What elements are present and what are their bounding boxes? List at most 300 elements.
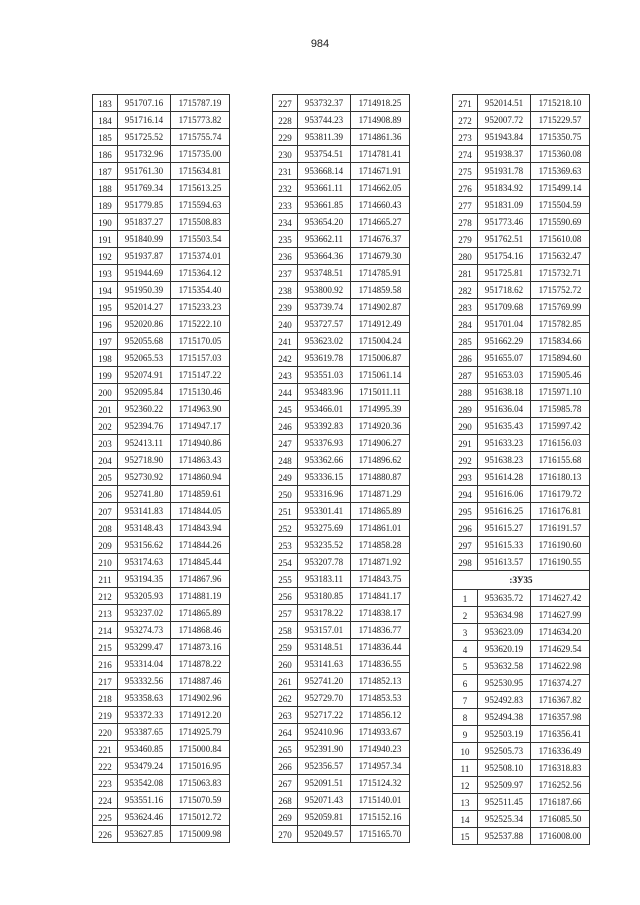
y-coordinate-cell: 1715985.78 [531, 401, 590, 418]
point-number-cell: 295 [453, 503, 478, 520]
table-row [93, 214, 230, 231]
x-coordinate-cell: 953479.24 [118, 758, 171, 775]
x-coordinate-cell: 953148.43 [118, 520, 171, 537]
y-coordinate-cell: 1715130.46 [171, 384, 230, 401]
x-coordinate-cell: 953301.41 [298, 503, 351, 520]
point-number-cell: 233 [273, 197, 298, 214]
x-coordinate-cell: 952492.83 [478, 692, 531, 709]
table-row [273, 571, 410, 588]
y-coordinate-cell: 1714836.44 [351, 639, 410, 656]
point-number-cell: 206 [93, 486, 118, 503]
table-row [273, 418, 410, 435]
table-row [273, 180, 410, 197]
table-row [453, 350, 590, 367]
table-row [273, 197, 410, 214]
table-row [453, 828, 590, 845]
point-number-cell: 211 [93, 571, 118, 588]
point-number-cell: 292 [453, 452, 478, 469]
table-row [93, 469, 230, 486]
point-number-cell: 264 [273, 724, 298, 741]
table-row [273, 95, 410, 112]
y-coordinate-cell: 1714908.89 [351, 112, 410, 129]
point-number-cell: 1 [453, 590, 478, 607]
point-number-cell: 225 [93, 809, 118, 826]
point-number-cell: 243 [273, 367, 298, 384]
point-number-cell: 257 [273, 605, 298, 622]
y-coordinate-cell: 1715063.83 [171, 775, 230, 792]
point-number-cell: 183 [93, 95, 118, 112]
y-coordinate-cell: 1714906.27 [351, 435, 410, 452]
point-number-cell: 255 [273, 571, 298, 588]
y-coordinate-cell: 1716179.72 [531, 486, 590, 503]
point-number-cell: 267 [273, 775, 298, 792]
x-coordinate-cell: 953376.93 [298, 435, 351, 452]
x-coordinate-cell: 951701.04 [478, 316, 531, 333]
table-row [453, 452, 590, 469]
x-coordinate-cell: 952413.11 [118, 435, 171, 452]
table-row [93, 197, 230, 214]
x-coordinate-cell: 951779.85 [118, 197, 171, 214]
table-row [273, 163, 410, 180]
point-number-cell: 2 [453, 607, 478, 624]
y-coordinate-cell: 1714878.22 [171, 656, 230, 673]
y-coordinate-cell: 1715152.16 [351, 809, 410, 826]
table-row [453, 163, 590, 180]
point-number-cell: 252 [273, 520, 298, 537]
point-number-cell: 185 [93, 129, 118, 146]
table-row [273, 350, 410, 367]
table-row [453, 726, 590, 743]
table-row [453, 112, 590, 129]
y-coordinate-cell: 1714676.37 [351, 231, 410, 248]
x-coordinate-cell: 953662.11 [298, 231, 351, 248]
table-row [453, 590, 590, 607]
y-coordinate-cell: 1714662.05 [351, 180, 410, 197]
y-coordinate-cell: 1715140.01 [351, 792, 410, 809]
x-coordinate-cell: 953551.03 [298, 367, 351, 384]
table-row [453, 265, 590, 282]
table-row [93, 299, 230, 316]
x-coordinate-cell: 953275.69 [298, 520, 351, 537]
point-number-cell: 254 [273, 554, 298, 571]
table-row [93, 690, 230, 707]
point-number-cell: 273 [453, 129, 478, 146]
x-coordinate-cell: 953141.83 [118, 503, 171, 520]
y-coordinate-cell: 1716191.57 [531, 520, 590, 537]
point-number-cell: 208 [93, 520, 118, 537]
x-coordinate-cell: 952530.95 [478, 675, 531, 692]
table-row [93, 758, 230, 775]
table-row [453, 794, 590, 811]
x-coordinate-cell: 951616.25 [478, 503, 531, 520]
y-coordinate-cell: 1715012.72 [171, 809, 230, 826]
table-row [93, 146, 230, 163]
y-coordinate-cell: 1714660.43 [351, 197, 410, 214]
x-coordinate-cell: 953174.63 [118, 554, 171, 571]
x-coordinate-cell: 952074.91 [118, 367, 171, 384]
table-row [453, 503, 590, 520]
y-coordinate-cell: 1715147.22 [171, 367, 230, 384]
table-row [453, 367, 590, 384]
x-coordinate-cell: 953811.39 [298, 129, 351, 146]
point-number-cell: 189 [93, 197, 118, 214]
y-coordinate-cell: 1715004.24 [351, 333, 410, 350]
table-row [93, 520, 230, 537]
y-coordinate-cell: 1715165.70 [351, 826, 410, 843]
y-coordinate-cell: 1714933.67 [351, 724, 410, 741]
coordinates-table-3 [452, 94, 590, 845]
point-number-cell: 192 [93, 248, 118, 265]
table-row [93, 384, 230, 401]
point-number-cell: 288 [453, 384, 478, 401]
y-coordinate-cell: 1714627.42 [531, 590, 590, 607]
table-row [453, 743, 590, 760]
y-coordinate-cell: 1714947.17 [171, 418, 230, 435]
table-row [453, 435, 590, 452]
y-coordinate-cell: 1715590.69 [531, 214, 590, 231]
table-row [453, 624, 590, 641]
point-number-cell: 269 [273, 809, 298, 826]
point-number-cell: 245 [273, 401, 298, 418]
table-row [273, 588, 410, 605]
x-coordinate-cell: 953141.63 [298, 656, 351, 673]
table-row [273, 792, 410, 809]
point-number-cell: 278 [453, 214, 478, 231]
x-coordinate-cell: 953635.72 [478, 590, 531, 607]
point-number-cell: 216 [93, 656, 118, 673]
y-coordinate-cell: 1714912.20 [171, 707, 230, 724]
x-coordinate-cell: 952360.22 [118, 401, 171, 418]
x-coordinate-cell: 951614.28 [478, 469, 531, 486]
y-coordinate-cell: 1714844.05 [171, 503, 230, 520]
point-number-cell: 223 [93, 775, 118, 792]
x-coordinate-cell: 953157.01 [298, 622, 351, 639]
y-coordinate-cell: 1714865.89 [351, 503, 410, 520]
point-number-cell: 259 [273, 639, 298, 656]
y-coordinate-cell: 1716367.82 [531, 692, 590, 709]
section-header-row [453, 571, 590, 590]
table-row [453, 418, 590, 435]
y-coordinate-cell: 1715233.23 [171, 299, 230, 316]
x-coordinate-cell: 951725.52 [118, 129, 171, 146]
point-number-cell: 284 [453, 316, 478, 333]
x-coordinate-cell: 951718.62 [478, 282, 531, 299]
y-coordinate-cell: 1716180.13 [531, 469, 590, 486]
table-row [273, 469, 410, 486]
point-number-cell: 258 [273, 622, 298, 639]
y-coordinate-cell: 1715222.10 [171, 316, 230, 333]
x-coordinate-cell: 953392.83 [298, 418, 351, 435]
x-coordinate-cell: 953148.51 [298, 639, 351, 656]
table-row [273, 724, 410, 741]
table-row [453, 384, 590, 401]
table-row [93, 639, 230, 656]
point-number-cell: 10 [453, 743, 478, 760]
x-coordinate-cell: 952741.20 [298, 673, 351, 690]
point-number-cell: 202 [93, 418, 118, 435]
point-number-cell: 229 [273, 129, 298, 146]
x-coordinate-cell: 951635.43 [478, 418, 531, 435]
x-coordinate-cell: 953483.96 [298, 384, 351, 401]
y-coordinate-cell: 1715006.87 [351, 350, 410, 367]
table-row [453, 146, 590, 163]
point-number-cell: 294 [453, 486, 478, 503]
table-row [453, 95, 590, 112]
table-row [453, 231, 590, 248]
point-number-cell: 253 [273, 537, 298, 554]
point-number-cell: 249 [273, 469, 298, 486]
y-coordinate-cell: 1716085.50 [531, 811, 590, 828]
x-coordinate-cell: 953800.92 [298, 282, 351, 299]
table-row [453, 486, 590, 503]
y-coordinate-cell: 1715894.60 [531, 350, 590, 367]
point-number-cell: 241 [273, 333, 298, 350]
x-coordinate-cell: 952014.51 [478, 95, 531, 112]
x-coordinate-cell: 952049.57 [298, 826, 351, 843]
y-coordinate-cell: 1714781.41 [351, 146, 410, 163]
y-coordinate-cell: 1715369.63 [531, 163, 590, 180]
table-row [273, 775, 410, 792]
point-number-cell: 261 [273, 673, 298, 690]
x-coordinate-cell: 953466.01 [298, 401, 351, 418]
point-number-cell: 246 [273, 418, 298, 435]
x-coordinate-cell: 953654.20 [298, 214, 351, 231]
y-coordinate-cell: 1714856.12 [351, 707, 410, 724]
table-row [93, 554, 230, 571]
y-coordinate-cell: 1716318.83 [531, 760, 590, 777]
x-coordinate-cell: 951725.81 [478, 265, 531, 282]
y-coordinate-cell: 1716156.03 [531, 435, 590, 452]
x-coordinate-cell: 953623.02 [298, 333, 351, 350]
coordinates-table-2 [272, 94, 410, 843]
table-row [93, 418, 230, 435]
y-coordinate-cell: 1714844.26 [171, 537, 230, 554]
x-coordinate-cell: 952718.90 [118, 452, 171, 469]
table-row [273, 435, 410, 452]
point-number-cell: 228 [273, 112, 298, 129]
table-row [453, 469, 590, 486]
y-coordinate-cell: 1715503.54 [171, 231, 230, 248]
point-number-cell: 5 [453, 658, 478, 675]
point-number-cell: 290 [453, 418, 478, 435]
x-coordinate-cell: 953661.85 [298, 197, 351, 214]
y-coordinate-cell: 1714940.23 [351, 741, 410, 758]
point-number-cell: 11 [453, 760, 478, 777]
x-coordinate-cell: 953183.11 [298, 571, 351, 588]
y-coordinate-cell: 1714861.01 [351, 520, 410, 537]
y-coordinate-cell: 1716336.49 [531, 743, 590, 760]
x-coordinate-cell: 951773.46 [478, 214, 531, 231]
point-number-cell: 204 [93, 452, 118, 469]
table-row [93, 656, 230, 673]
table-row [93, 401, 230, 418]
x-coordinate-cell: 952391.90 [298, 741, 351, 758]
point-number-cell: 293 [453, 469, 478, 486]
x-coordinate-cell: 952525.34 [478, 811, 531, 828]
y-coordinate-cell: 1715752.72 [531, 282, 590, 299]
x-coordinate-cell: 951616.06 [478, 486, 531, 503]
point-number-cell: 232 [273, 180, 298, 197]
table-row [273, 452, 410, 469]
y-coordinate-cell: 1714861.36 [351, 129, 410, 146]
point-number-cell: 250 [273, 486, 298, 503]
y-coordinate-cell: 1714845.44 [171, 554, 230, 571]
point-number-cell: 256 [273, 588, 298, 605]
table-row [453, 129, 590, 146]
table-row [453, 180, 590, 197]
y-coordinate-cell: 1714902.96 [171, 690, 230, 707]
y-coordinate-cell: 1715499.14 [531, 180, 590, 197]
y-coordinate-cell: 1715011.11 [351, 384, 410, 401]
x-coordinate-cell: 953194.35 [118, 571, 171, 588]
point-number-cell: 275 [453, 163, 478, 180]
point-number-cell: 224 [93, 792, 118, 809]
y-coordinate-cell: 1714679.30 [351, 248, 410, 265]
y-coordinate-cell: 1715070.59 [171, 792, 230, 809]
point-number-cell: 3 [453, 624, 478, 641]
table-row [273, 333, 410, 350]
x-coordinate-cell: 951655.07 [478, 350, 531, 367]
point-number-cell: 242 [273, 350, 298, 367]
x-coordinate-cell: 951931.78 [478, 163, 531, 180]
y-coordinate-cell: 1714785.91 [351, 265, 410, 282]
table-row [273, 741, 410, 758]
table-row [273, 707, 410, 724]
table-row [273, 605, 410, 622]
table-row [453, 333, 590, 350]
point-number-cell: 271 [453, 95, 478, 112]
point-number-cell: 227 [273, 95, 298, 112]
table-row [273, 401, 410, 418]
y-coordinate-cell: 1714881.19 [171, 588, 230, 605]
x-coordinate-cell: 952356.57 [298, 758, 351, 775]
y-coordinate-cell: 1715218.10 [531, 95, 590, 112]
y-coordinate-cell: 1716374.27 [531, 675, 590, 692]
table-row [273, 486, 410, 503]
point-number-cell: 272 [453, 112, 478, 129]
x-coordinate-cell: 953362.66 [298, 452, 351, 469]
y-coordinate-cell: 1714843.75 [351, 571, 410, 588]
y-coordinate-cell: 1714838.17 [351, 605, 410, 622]
y-coordinate-cell: 1714865.89 [171, 605, 230, 622]
y-coordinate-cell: 1714843.94 [171, 520, 230, 537]
x-coordinate-cell: 952717.22 [298, 707, 351, 724]
x-coordinate-cell: 951834.92 [478, 180, 531, 197]
x-coordinate-cell: 951937.87 [118, 248, 171, 265]
x-coordinate-cell: 951943.84 [478, 129, 531, 146]
x-coordinate-cell: 953299.47 [118, 639, 171, 656]
table-row [93, 792, 230, 809]
y-coordinate-cell: 1714853.53 [351, 690, 410, 707]
table-row [93, 809, 230, 826]
x-coordinate-cell: 952505.73 [478, 743, 531, 760]
y-coordinate-cell: 1716187.66 [531, 794, 590, 811]
y-coordinate-cell: 1714963.90 [171, 401, 230, 418]
x-coordinate-cell: 951944.69 [118, 265, 171, 282]
table-row [453, 675, 590, 692]
point-number-cell: 209 [93, 537, 118, 554]
y-coordinate-cell: 1714957.34 [351, 758, 410, 775]
x-coordinate-cell: 951938.37 [478, 146, 531, 163]
x-coordinate-cell: 952071.43 [298, 792, 351, 809]
table-row [273, 214, 410, 231]
y-coordinate-cell: 1715732.71 [531, 265, 590, 282]
y-coordinate-cell: 1715594.63 [171, 197, 230, 214]
x-coordinate-cell: 951636.04 [478, 401, 531, 418]
table-row [93, 503, 230, 520]
x-coordinate-cell: 953727.57 [298, 316, 351, 333]
point-number-cell: 298 [453, 554, 478, 571]
x-coordinate-cell: 953372.33 [118, 707, 171, 724]
point-number-cell: 188 [93, 180, 118, 197]
section-label: :ЗУ35 [453, 571, 590, 590]
table-row [93, 231, 230, 248]
point-number-cell: 265 [273, 741, 298, 758]
point-number-cell: 199 [93, 367, 118, 384]
point-number-cell: 296 [453, 520, 478, 537]
y-coordinate-cell: 1715632.47 [531, 248, 590, 265]
y-coordinate-cell: 1715229.57 [531, 112, 590, 129]
point-number-cell: 194 [93, 282, 118, 299]
point-number-cell: 283 [453, 299, 478, 316]
y-coordinate-cell: 1715360.08 [531, 146, 590, 163]
table-row [273, 656, 410, 673]
y-coordinate-cell: 1716252.56 [531, 777, 590, 794]
table-row [273, 129, 410, 146]
point-number-cell: 274 [453, 146, 478, 163]
table-row [273, 299, 410, 316]
table-row [93, 588, 230, 605]
table-row [93, 826, 230, 843]
x-coordinate-cell: 953156.62 [118, 537, 171, 554]
table-row [93, 707, 230, 724]
table-row [273, 537, 410, 554]
x-coordinate-cell: 953542.08 [118, 775, 171, 792]
y-coordinate-cell: 1714841.17 [351, 588, 410, 605]
table-row [93, 537, 230, 554]
x-coordinate-cell: 953668.14 [298, 163, 351, 180]
x-coordinate-cell: 953732.37 [298, 95, 351, 112]
point-number-cell: 198 [93, 350, 118, 367]
y-coordinate-cell: 1714627.99 [531, 607, 590, 624]
table-row [453, 299, 590, 316]
point-number-cell: 13 [453, 794, 478, 811]
y-coordinate-cell: 1716356.41 [531, 726, 590, 743]
point-number-cell: 4 [453, 641, 478, 658]
table-row [453, 316, 590, 333]
y-coordinate-cell: 1716190.60 [531, 537, 590, 554]
y-coordinate-cell: 1714852.13 [351, 673, 410, 690]
point-number-cell: 8 [453, 709, 478, 726]
table-row [93, 350, 230, 367]
y-coordinate-cell: 1714836.55 [351, 656, 410, 673]
y-coordinate-cell: 1714873.16 [171, 639, 230, 656]
table-row [453, 401, 590, 418]
point-number-cell: 266 [273, 758, 298, 775]
table-row [93, 571, 230, 588]
y-coordinate-cell: 1716008.00 [531, 828, 590, 845]
y-coordinate-cell: 1715735.00 [171, 146, 230, 163]
point-number-cell: 212 [93, 588, 118, 605]
x-coordinate-cell: 952741.80 [118, 486, 171, 503]
point-number-cell: 203 [93, 435, 118, 452]
x-coordinate-cell: 951633.23 [478, 435, 531, 452]
y-coordinate-cell: 1715997.42 [531, 418, 590, 435]
x-coordinate-cell: 951754.16 [478, 248, 531, 265]
x-coordinate-cell: 951662.29 [478, 333, 531, 350]
point-number-cell: 235 [273, 231, 298, 248]
point-number-cell: 210 [93, 554, 118, 571]
